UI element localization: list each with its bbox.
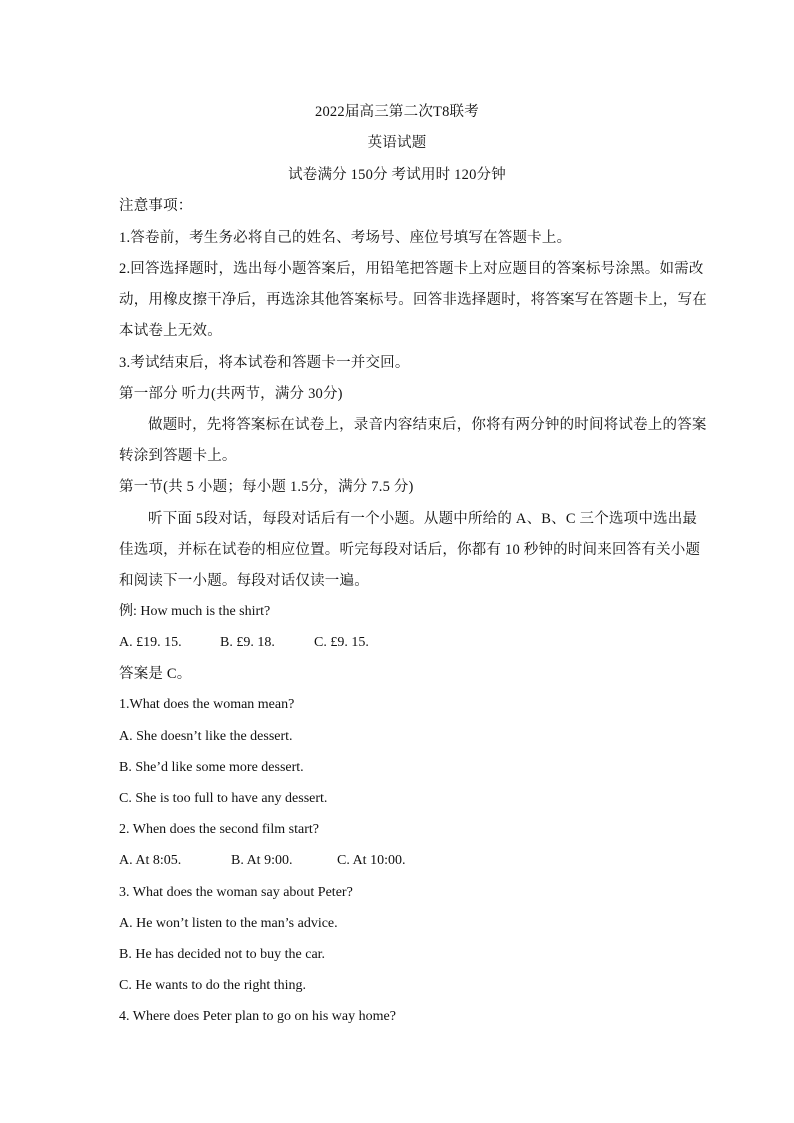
option-b: B. He has decided not to buy the car. [119,947,326,962]
notice-item: 3.考试结束后，将本试卷和答题卡一并交回。 [119,355,410,371]
notice-item: 本试卷上无效。 [119,323,222,339]
option-a: A. £19. 15. [119,635,182,650]
option-a: A. He won’t listen to the man’s advice. [119,916,338,931]
notice-item: 1.答卷前，考生务必将自己的姓名、考场号、座位号填写在答题卡上。 [119,230,572,246]
option-b: B. £9. 18. [220,635,275,650]
question-options [119,852,405,870]
exam-meta: 试卷满分 150分 考试用时 120分钟 [288,167,506,183]
question-stem: 1.What does the woman mean? [119,697,295,712]
example-answer: 答案是 C。 [119,666,192,682]
option-a: A. At 8:05. [119,853,182,868]
subject-title: 英语试题 [367,135,427,151]
question-stem: 2. When does the second film start? [119,822,319,837]
option-c: C. £9. 15. [314,635,369,650]
notice-heading: 注意事项： [119,198,193,214]
section-instruction: 听下面 5段对话，每段对话后有一个小题。从题中所给的 A、B、C 三个选项中选出最 [148,511,698,527]
option-c: C. He wants to do the right thing. [119,978,307,993]
section-instruction: 和阅读下一小题。每段对话仅读一遍。 [119,573,369,589]
part-instruction: 做题时，先将答案标在试卷上，录音内容结束后，你将有两分钟的时间将试卷上的答案 [148,417,707,433]
section-heading: 第一节(共 5 小题；每小题 1.5分，满分 7.5 分) [119,479,414,495]
notice-item: 2.回答选择题时，选出每小题答案后，用铅笔把答题卡上对应题目的答案标号涂黑。如需改 [119,261,704,277]
question-stem: 4. Where does Peter plan to go on his way home? [119,1009,396,1024]
section-instruction: 佳选项，并标在试卷的相应位置。听完每段对话后，你都有 10 秒钟的时间来回答有关小题 [119,542,701,558]
option-b: B. She’d like some more dessert. [119,760,304,775]
option-c: C. She is too full to have any dessert. [119,791,328,806]
option-a: A. She doesn’t like the dessert. [119,729,293,744]
notice-item: 动，用橡皮擦干净后，再选涂其他答案标号。回答非选择题时，将答案写在答题卡上，写在 [119,292,707,308]
example-options [119,634,369,652]
option-c: C. At 10:00. [337,853,406,868]
example-question: 例: How much is the shirt? [119,604,271,619]
part-instruction: 转涂到答题卡上。 [119,448,237,464]
question-stem: 3. What does the woman say about Peter? [119,885,353,900]
part-heading: 第一部分 听力(共两节，满分 30分) [119,386,343,402]
exam-title: 2022届高三第二次T8联考 [315,104,479,120]
option-b: B. At 9:00. [231,853,293,868]
